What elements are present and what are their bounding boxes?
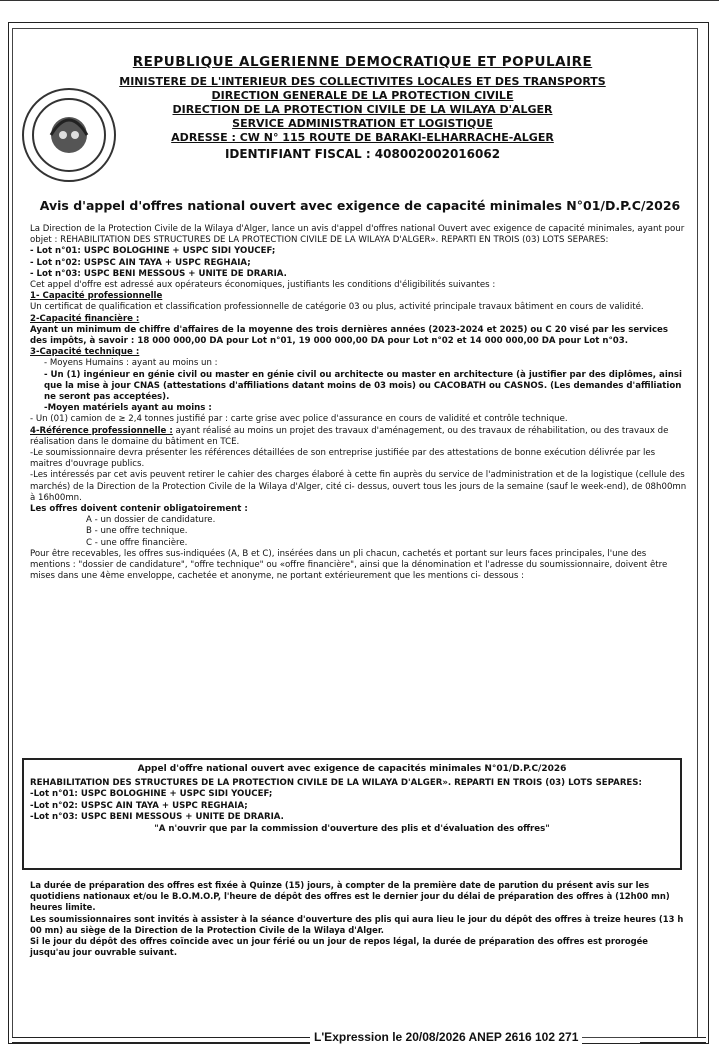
footer-rule-left [12, 1037, 312, 1043]
offer-item: C - une offre financière. [86, 537, 188, 548]
box-lot: -Lot n°02: USPSC AIN TAYA + USPC REGHAIA; [30, 800, 248, 811]
references-paragraph: -Le soumissionnaire devra présenter les références détaillées de son entreprise justifiée par des attestations de bonne exécution délivrée par les maitres d'ouvrage publics. [30, 448, 656, 470]
opening-paragraph: Les soumissionnaires sont invités à assister à la séance d'ouverture des plis qui aura lieu le jour du dépôt des offres à treize heures (13 h 00 mn) au siège de la Direction de la Protection Civile de la Wilaya d'Alger. [30, 913, 684, 935]
offer-item: B - une offre technique. [86, 526, 188, 537]
cap3-title: 3-Capacité technique : [30, 347, 140, 358]
cap2-text: Ayant un minimum de chiffre d'affaires de la moyenne des trois dernières années (2023-2024 et 2025) ou C 20 visé par les services des impôts, à savoir : 18 000 000,00 DA pour Lot n°01, 19 000 000,00 DA pour Lot n°02 et 14 000 000,00 DA pour Lot n°03. [30, 324, 668, 347]
cap1-title: 1- Capacité professionnelle [30, 291, 163, 302]
cap3-material: -Moyen matériels ayant au moins : [44, 403, 212, 414]
cap3-truck: - Un (01) camion de ≥ 2,4 tonnes justifié par : carte grise avec police d'assurance en cours de validité et contrôle technique. [30, 414, 568, 425]
cap4-title: 4-Référence professionnelle : [30, 425, 173, 436]
address-line: ADRESSE : CW N° 115 ROUTE DE BARAKI-ELHARRACHE-ALGER [171, 131, 554, 144]
cap1-text: Un certificat de qualification et classification professionnelle de catégorie 03 ou plus, activité principale travaux bâtiment en cours de validité. [30, 302, 644, 313]
republic-title: REPUBLIQUE ALGERIENNE DEMOCRATIQUE ET POPULAIRE [132, 54, 593, 70]
footer-rule-right [640, 1037, 706, 1043]
cap3-engineer: - Un (1) ingénieur en génie civil ou master en génie civil ou architecte ou master en architecture (à justifier par des diplômes, ainsi que la mise à jour CNAS (attestations d'affiliations datant moins de 03 mois) ou CACOBATH ou CASNOS. (Les demandes d'affiliation ne seront pas acceptées). [44, 369, 682, 403]
box-object: REHABILITATION DES STRUCTURES DE LA PROTECTION CIVILE DE LA WILAYA D'ALGER». REPARTI EN TROIS (03) LOTS SEPARES: [30, 777, 642, 788]
lot-item: - Lot n°03: USPC BENI MESSOUS + UNITE DE DRARIA. [30, 268, 287, 279]
closing-paragraphs [30, 880, 688, 958]
box-lot: -Lot n°01: USPC BOLOGHINE + USPC SIDI YOUCEF; [30, 789, 273, 800]
envelope-box [22, 758, 682, 870]
box-title: Appel d'offre national ouvert avec exigence de capacités minimales N°01/D.P.C/2026 [137, 764, 567, 774]
box-lot: -Lot n°03: USPC BENI MESSOUS + UNITE DE DRARIA. [30, 812, 284, 823]
notice-body [30, 224, 688, 583]
ministry-line: MINISTERE DE L'INTERIEUR DES COLLECTIVITES LOCALES ET DES TRANSPORTS [119, 75, 606, 88]
box-notice: "A n'ouvrir que par la commission d'ouverture des plis et d'évaluation des offres" [154, 823, 550, 834]
cap3-humans: - Moyens Humains : ayant au moins un : [44, 358, 218, 369]
lot-item: - Lot n°01: USPC BOLOGHINE + USPC SIDI YOUCEF; [30, 246, 276, 257]
cap2-title: 2-Capacité financière : [30, 313, 140, 324]
deadline-paragraph: La durée de préparation des offres est fixée à Quinze (15) jours, à compter de la première date de parution du présent avis sur les quotidiens nationaux et/ou le B.O.M.O.P, l'heure de dépôt des offres est le dernier jour du délai de préparation des offres à (12h00 mn) heures limite. [30, 880, 670, 913]
intro-text: La Direction de la Protection Civile de la Wilaya d'Alger, lance un avis d'appel d'offres national Ouvert avec exigence de capacité minimales, ayant pour objet : REHABILITATION DES STRUCTURES DE LA PROTECTION CIVILE DE LA WILAYA D'ALGER». REPARTI EN TROIS (03) LOTS SEPARES: [30, 224, 685, 246]
offer-item: A - un dossier de candidature. [86, 515, 216, 526]
envelope-paragraph: Pour être recevables, les offres sus-indiquées (A, B et C), insérées dans un pli chacun, cachetés et portant sur leurs faces principales, l'une des mentions : "dossier de candidature", "offre technique" ou «offre financière", ainsi que la dénomination et l'adresse du soumissionnaire, doivent être mises dans une 4ème enveloppe, cachetée et anonyme, ne portant extérieurement que les mentions ci- dessous : [30, 548, 668, 582]
top-border [0, 0, 719, 7]
eligibility-intro: Cet appel d'offre est adressé aux opérateurs économiques, justifiants les conditions d'éligibilités suivantes : [30, 280, 496, 291]
footer-text: L'Expression le 20/08/2026 ANEP 2616 102 271 [310, 1030, 582, 1044]
holiday-paragraph: Si le jour du dépôt des offres coïncide avec un jour férié ou un jour de repos légal, la durée de préparation des offres est prorogée jusqu'au jour ouvrable suivant. [30, 936, 648, 958]
lot-item: - Lot n°02: USPSC AIN TAYA + USPC REGHAIA; [30, 257, 251, 268]
publication-footer [0, 1028, 719, 1048]
dg-line: DIRECTION GENERALE DE LA PROTECTION CIVILE [211, 89, 514, 102]
cap4-text: ayant réalisé au moins un projet des travaux d'aménagement, ou des travaux de réhabilitation, ou des travaux de réalisation dans le domaine du bâtiment en TCE. [30, 425, 669, 447]
letterhead [110, 55, 615, 161]
notice-title: Avis d'appel d'offres national ouvert avec exigence de capacité minimales N°01/D.P.C/2026 [39, 198, 681, 213]
fiscal-id: IDENTIFIANT FISCAL : 408002002016062 [224, 147, 501, 161]
seal-emblem-icon [29, 95, 109, 175]
offers-title: Les offres doivent contenir obligatoirement : [30, 504, 248, 515]
service-line: SERVICE ADMINISTRATION ET LOGISTIQUE [232, 117, 493, 130]
protection-civile-seal [22, 88, 116, 182]
cahier-paragraph: -Les intéressés par cet avis peuvent retirer le cahier des charges élaboré à cette fin auprès du service de l'administration et de la logistique (cellule des marchés) de la Direction de la Protection Civile de la Wilaya d'Alger, cité ci- dessus, ouvert tous les jours de la semaine (sauf le week-end), de 08h00mn à 16h00mn. [30, 470, 687, 503]
direction-line: DIRECTION DE LA PROTECTION CIVILE DE LA WILAYA D'ALGER [172, 103, 553, 116]
